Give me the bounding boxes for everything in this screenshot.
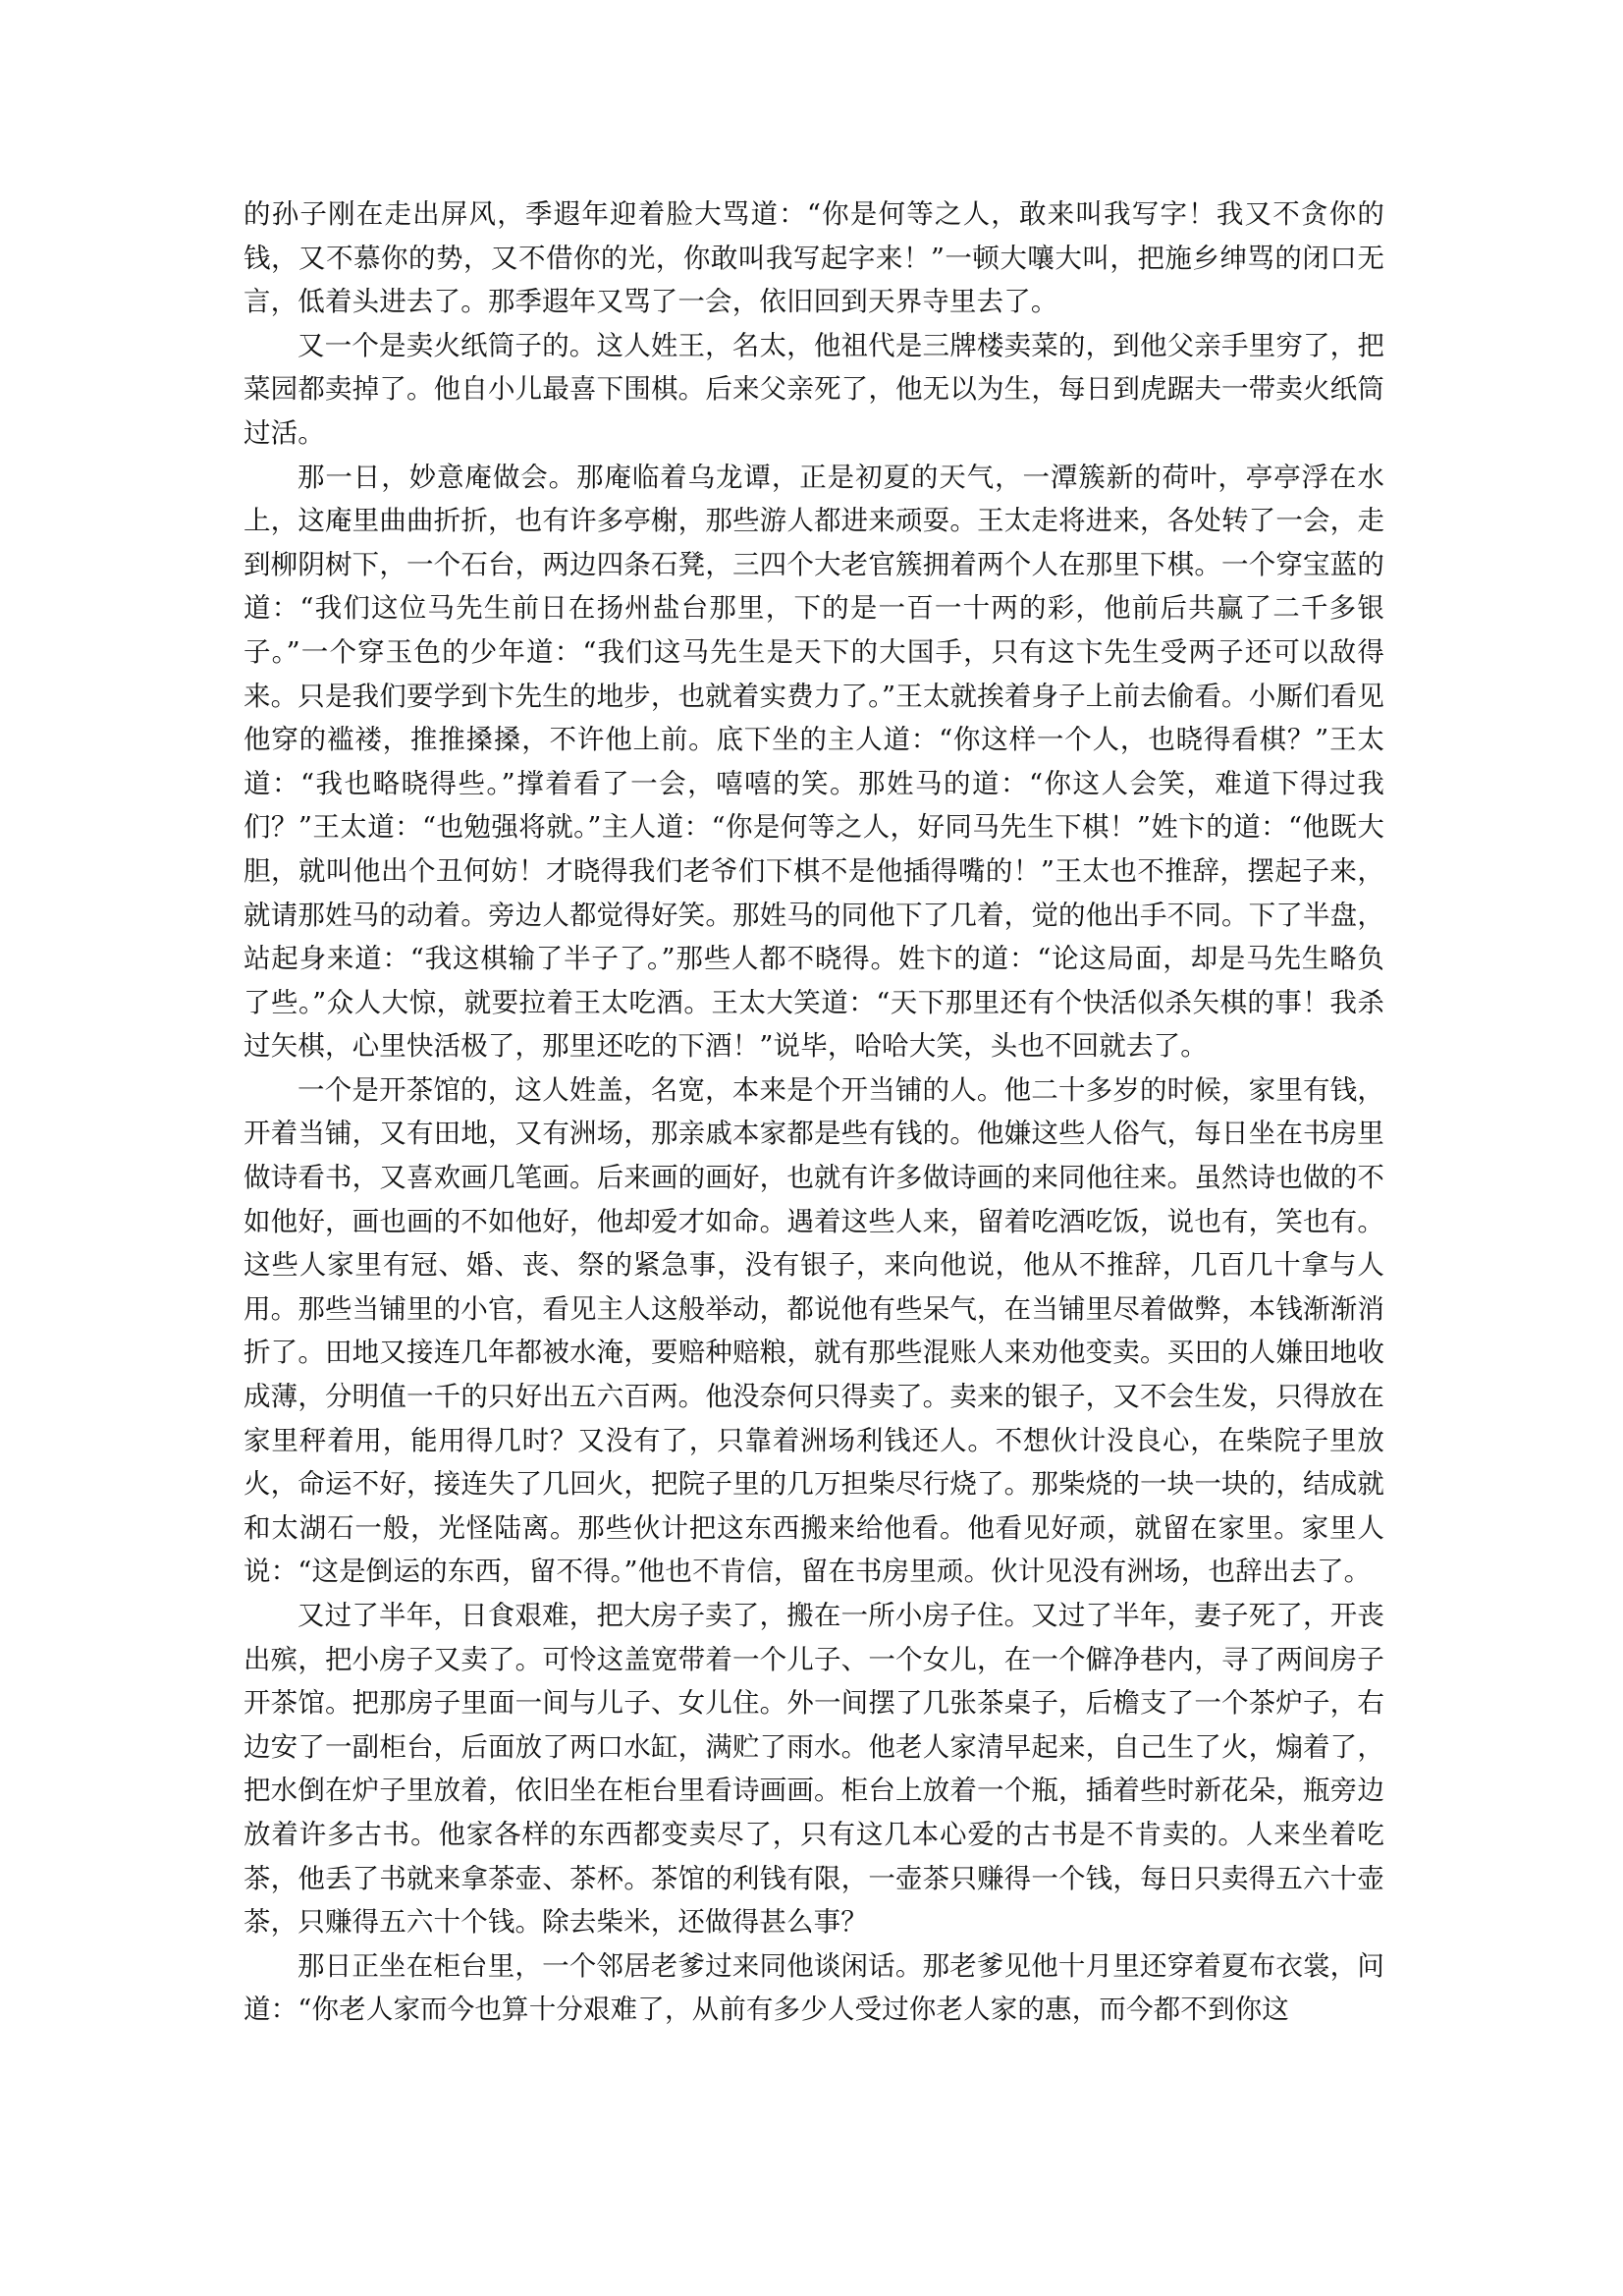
paragraph-gai-kuan-intro: 一个是开茶馆的，这人姓盖，名宽，本来是个开当铺的人。他二十多岁的时候，家里有钱，开着当铺，又有田地，又有洲场，那亲戚本家都是些有钱的。他嫌这些人俗气，每日坐在书房里做诗看书，又喜欢画几笔画。后来画的画好，也就有许多做诗画的来同他往来。虽然诗也做的不如他好，画也画的不如他好，他却爱才如命。遇着这些人来，留着吃酒吃饭，说也有，笑也有。这些人家里有冠、婚、丧、祭的紧急事，没有银子，来向他说，他从不推辞，几百几十拿与人用。那些当铺里的小官，看见主人这般举动，都说他有些呆气，在当铺里尽着做弊，本钱渐渐消折了。田地又接连几年都被水淹，要赔种赔粮，就有那些混账人来劝他变卖。买田的人嫌田地收成薄，分明值一千的只好出五六百两。他没奈何只得卖了。卖来的银子，又不会生发，只得放在家里秤着用，能用得几时？又没有了，只靠着洲场利钱还人。不想伙计没良心，在柴院子里放火，命运不好，接连失了几回火，把院子里的几万担柴尽行烧了。那柴烧的一块一块的，结成就和太湖石一般，光怪陆离。那些伙计把这东西搬来给他看。他看见好顽，就留在家里。家里人说：“这是倒运的东西，留不得。”他也不肯信，留在书房里顽。伙计见没有洲场，也辞出去了。 [243, 1073, 1384, 1588]
paragraph-teahouse: 又过了半年，日食艰难，把大房子卖了，搬在一所小房子住。又过了半年，妻子死了，开丧出殡，把小房子又卖了。可怜这盖宽带着一个儿子、一个女儿，在一个僻净巷内，寻了两间房子开茶馆。把那房子里面一间与儿子、女儿住。外一间摆了几张茶桌子，后檐支了一个茶炉子，右边安了一副柜台，后面放了两口水缸，满贮了雨水。他老人家清早起来，自己生了火，煽着了，把水倒在炉子里放着，依旧坐在柜台里看诗画画。柜台上放着一个瓶，插着些时新花朵，瓶旁边放着许多古书。他家各样的东西都变卖尽了，只有这几本心爱的古书是不肯卖的。人来坐着吃茶，他丢了书就来拿茶壶、茶杯。茶馆的利钱有限，一壶茶只赚得一个钱，每日只卖得五六十壶茶，只赚得五六十个钱。除去柴米，还做得甚么事？ [243, 1600, 1384, 1939]
paragraph-continued: 的孙子刚在走出屏风，季遐年迎着脸大骂道：“你是何等之人，敢来叫我写字！我又不贪你的钱，又不慕你的势，又不借你的光，你敢叫我写起字来！”一顿大嚷大叫，把施乡绅骂的闭口无言，低着头进去了。那季遐年又骂了一会，依旧回到天界寺里去了。 [243, 198, 1384, 318]
paragraph-wang-tai-intro: 又一个是卖火纸筒子的。这人姓王，名太，他祖代是三牌楼卖菜的，到他父亲手里穷了，把菜园都卖掉了。他自小儿最喜下围棋。后来父亲死了，他无以为生，每日到虎踞夫一带卖火纸筒过活。 [243, 329, 1384, 449]
body-text [243, 192, 1384, 2032]
paragraph-neighbor-visit: 那日正坐在柜台里，一个邻居老爹过来同他谈闲话。那老爹见他十月里还穿着夏布衣裳，问道：“你老人家而今也算十分艰难了，从前有多少人受过你老人家的惠，而今都不到你这 [243, 1949, 1384, 2026]
paragraph-chess-game: 那一日，妙意庵做会。那庵临着乌龙谭，正是初夏的天气，一潭簇新的荷叶，亭亭浮在水上，这庵里曲曲折折，也有许多亭榭，那些游人都进来顽耍。王太走将进来，各处转了一会，走到柳阴树下，一个石台，两边四条石凳，三四个大老官簇拥着两个人在那里下棋。一个穿宝蓝的道：“我们这位马先生前日在扬州盐台那里，下的是一百一十两的彩，他前后共赢了二千多银子。”一个穿玉色的少年道：“我们这马先生是天下的大国手，只有这卞先生受两子还可以敌得来。只是我们要学到卞先生的地步，也就着实费力了。”王太就挨着身子上前去偷看。小厮们看见他穿的褴褛，推推搡搡，不许他上前。底下坐的主人道：“你这样一个人，也晓得看棋？”王太道：“我也略晓得些。”撑着看了一会，嘻嘻的笑。那姓马的道：“你这人会笑，难道下得过我们？”王太道：“也勉强将就。”主人道：“你是何等之人，好同马先生下棋！”姓卞的道：“他既大胆，就叫他出个丑何妨！才晓得我们老爷们下棋不是他插得嘴的！”王太也不推辞，摆起子来，就请那姓马的动着。旁边人都觉得好笑。那姓马的同他下了几着，觉的他出手不同。下了半盘，站起身来道：“我这棋输了半子了。”那些人都不晓得。姓卞的道：“论这局面，却是马先生略负了些。”众人大惊，就要拉着王太吃酒。王太大笑道：“天下那里还有个快活似杀矢棋的事！我杀过矢棋，心里快活极了，那里还吃的下酒！”说毕，哈哈大笑，头也不回就去了。 [243, 461, 1384, 1063]
